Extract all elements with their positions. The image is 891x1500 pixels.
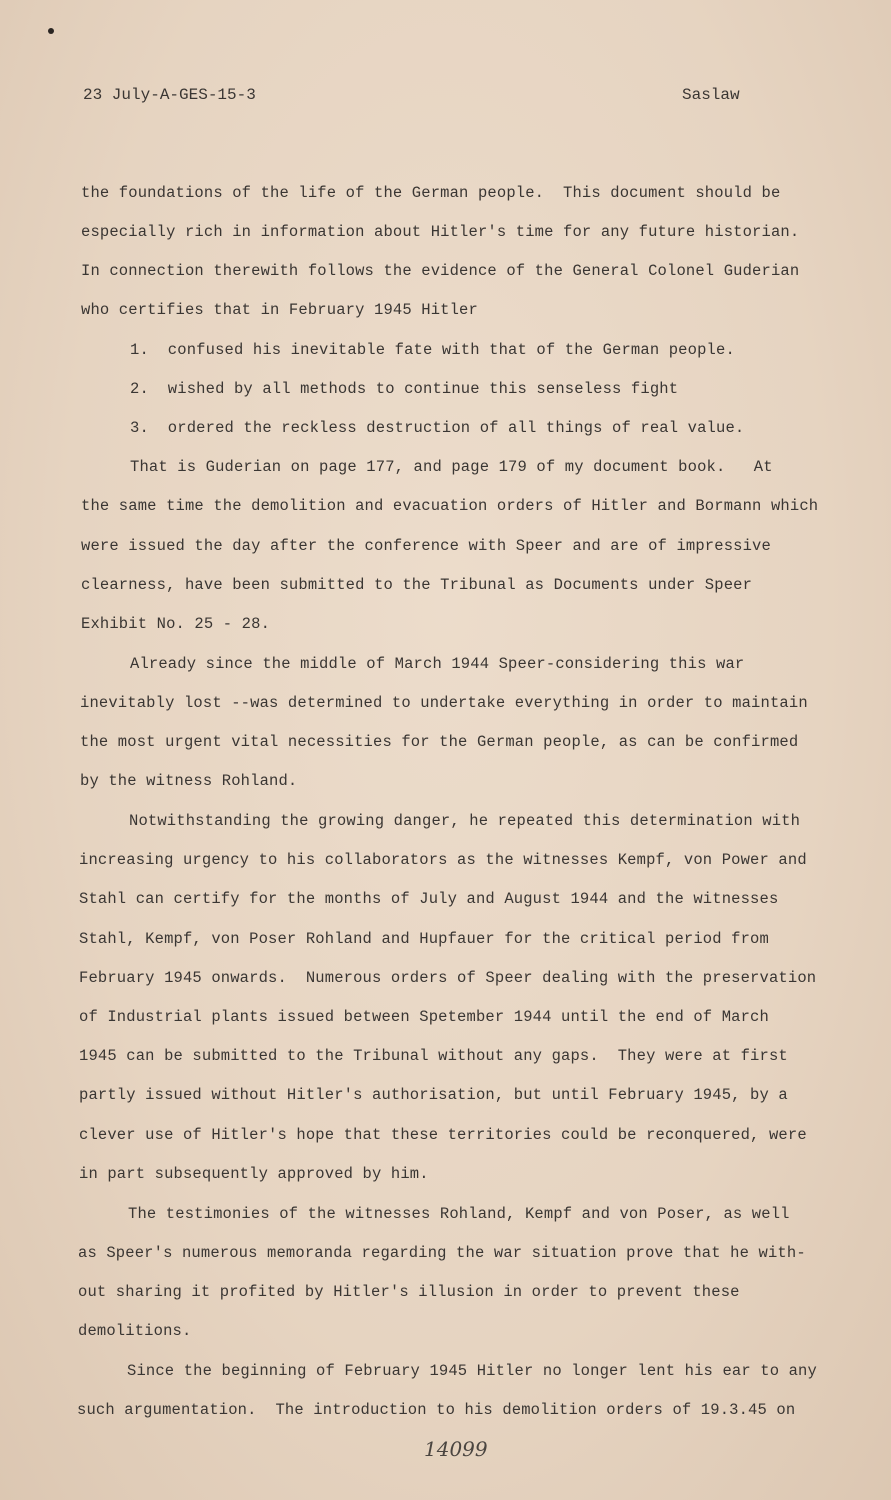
body-line: increasing urgency to his collaborators as the witnesses Kempf, von Power and — [79, 851, 807, 869]
body-line: clever use of Hitler's hope that these territories could be reconquered, were — [79, 1126, 807, 1144]
ink-dot — [48, 28, 54, 34]
body-line: Stahl, Kempf, von Poser Rohland and Hupfauer for the critical period from — [79, 930, 769, 948]
body-line: partly issued without Hitler's authorisation, but until February 1945, by a — [79, 1086, 788, 1104]
document-reference: 23 July-A-GES-15-3 — [83, 86, 256, 104]
list-item: 1. confused his inevitable fate with that of the German people. — [130, 341, 735, 359]
body-line: out sharing it profited by Hitler's illusion in order to prevent these — [78, 1283, 740, 1301]
body-line: 1945 can be submitted to the Tribunal without any gaps. They were at first — [79, 1047, 788, 1065]
body-line: demolitions. — [78, 1322, 192, 1340]
body-line: by the witness Rohland. — [80, 772, 298, 790]
body-line: the most urgent vital necessities for the German people, as can be confirmed — [80, 733, 799, 751]
body-line: of Industrial plants issued between Spetember 1944 until the end of March — [79, 1008, 769, 1026]
body-line: Notwithstanding the growing danger, he repeated this determination with — [129, 812, 801, 830]
body-line: who certifies that in February 1945 Hitler — [81, 301, 478, 319]
list-item: 3. ordered the reckless destruction of all things of real value. — [130, 419, 745, 437]
body-line: Since the beginning of February 1945 Hitler no longer lent his ear to any — [127, 1362, 817, 1380]
document-author: Saslaw — [682, 86, 740, 104]
body-line: That is Guderian on page 177, and page 179 of my document book. At — [130, 458, 773, 476]
body-line: such argumentation. The introduction to his demolition orders of 19.3.45 on — [77, 1401, 796, 1419]
body-line: In connection therewith follows the evidence of the General Colonel Guderian — [81, 262, 800, 280]
body-line: Exhibit No. 25 - 28. — [81, 615, 271, 633]
body-line: as Speer's numerous memoranda regarding the war situation prove that he with- — [78, 1244, 806, 1262]
body-line: were issued the day after the conference with Speer and are of impressive — [81, 537, 771, 555]
body-line: The testimonies of the witnesses Rohland, Kempf and von Poser, as well — [128, 1205, 790, 1223]
body-line: the same time the demolition and evacuation orders of Hitler and Bormann which — [81, 497, 819, 515]
body-line: February 1945 onwards. Numerous orders of Speer dealing with the preservation — [79, 969, 817, 987]
body-line: inevitably lost --was determined to undertake everything in order to maintain — [80, 694, 808, 712]
body-line: Already since the middle of March 1944 Speer-considering this war — [130, 655, 745, 673]
body-line: especially rich in information about Hitler's time for any future historian. — [81, 223, 800, 241]
page-number: 14099 — [424, 1437, 488, 1461]
body-line: in part subsequently approved by him. — [79, 1165, 429, 1183]
list-item: 2. wished by all methods to continue this senseless fight — [130, 380, 679, 398]
body-line: Stahl can certify for the months of July and August 1944 and the witnesses — [79, 890, 779, 908]
body-line: clearness, have been submitted to the Tribunal as Documents under Speer — [81, 576, 753, 594]
body-line: the foundations of the life of the German people. This document should be — [81, 184, 781, 202]
